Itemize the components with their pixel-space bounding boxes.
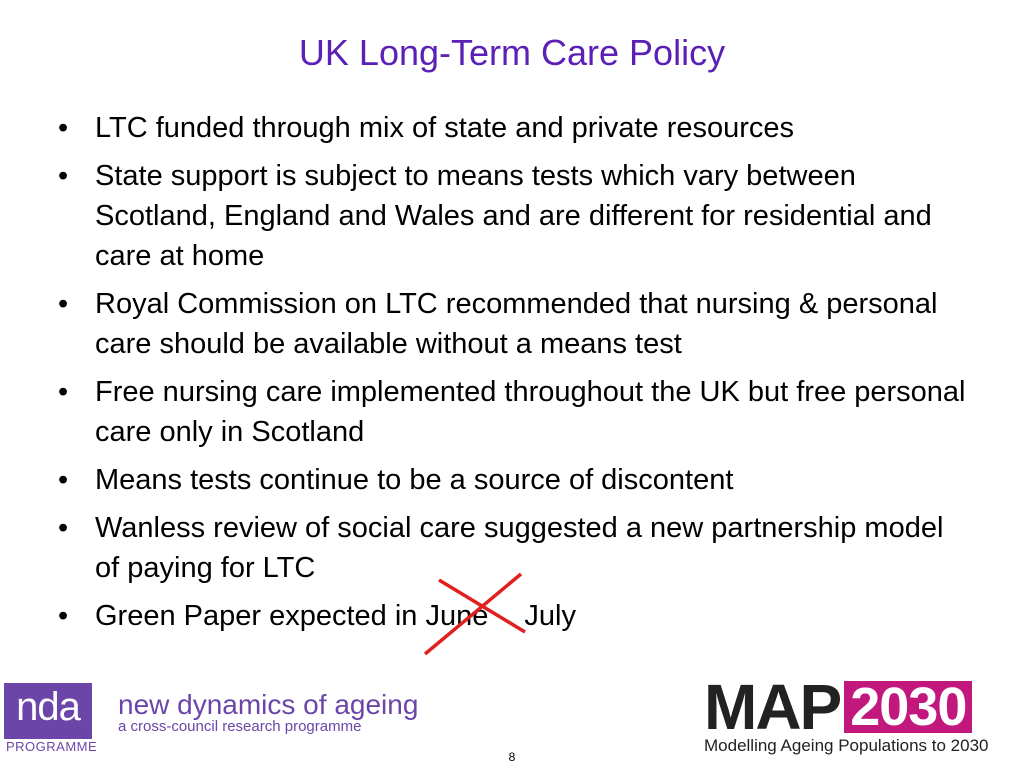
- red-x-cross-icon: [417, 570, 529, 658]
- bullet-item: • Means tests continue to be a source of discontent: [55, 460, 975, 500]
- nda-programme-label: PROGRAMME: [6, 739, 98, 754]
- bullet-item: • LTC funded through mix of state and private resources: [55, 108, 975, 148]
- slide-title: UK Long-Term Care Policy: [298, 32, 726, 73]
- page-number: 8: [508, 750, 516, 764]
- nda-subtitle: a cross-council research programme: [118, 718, 362, 735]
- bullet-list: [55, 108, 975, 644]
- bullet-item: • Free nursing care implemented throughout the UK but free personal care only in Scotland: [55, 372, 975, 452]
- map2030-logo: [704, 671, 972, 743]
- green-paper-prefix: Green Paper expected in: [95, 600, 426, 632]
- bullet-item: • Wanless review of social care suggested a new partnership model of paying for LTC: [55, 508, 975, 588]
- map-logo-year: 2030: [844, 681, 972, 733]
- nda-logo: nda: [4, 683, 92, 739]
- bullet-item-green-paper: [55, 596, 975, 636]
- bullet-item: • State support is subject to means tests which vary between Scotland, England and Wales and are different for residential and care at home: [55, 156, 975, 276]
- replacement-word: July: [524, 600, 576, 632]
- nda-title: new dynamics of ageing: [118, 689, 419, 720]
- struck-word-wrap: [425, 596, 488, 636]
- map-logo-text: MAP: [704, 671, 841, 743]
- map-logo-subtitle: Modelling Ageing Populations to 2030: [704, 736, 989, 755]
- struck-word: June: [425, 600, 489, 632]
- bullet-item: • Royal Commission on LTC recommended that nursing & personal care should be available without a means test: [55, 284, 975, 364]
